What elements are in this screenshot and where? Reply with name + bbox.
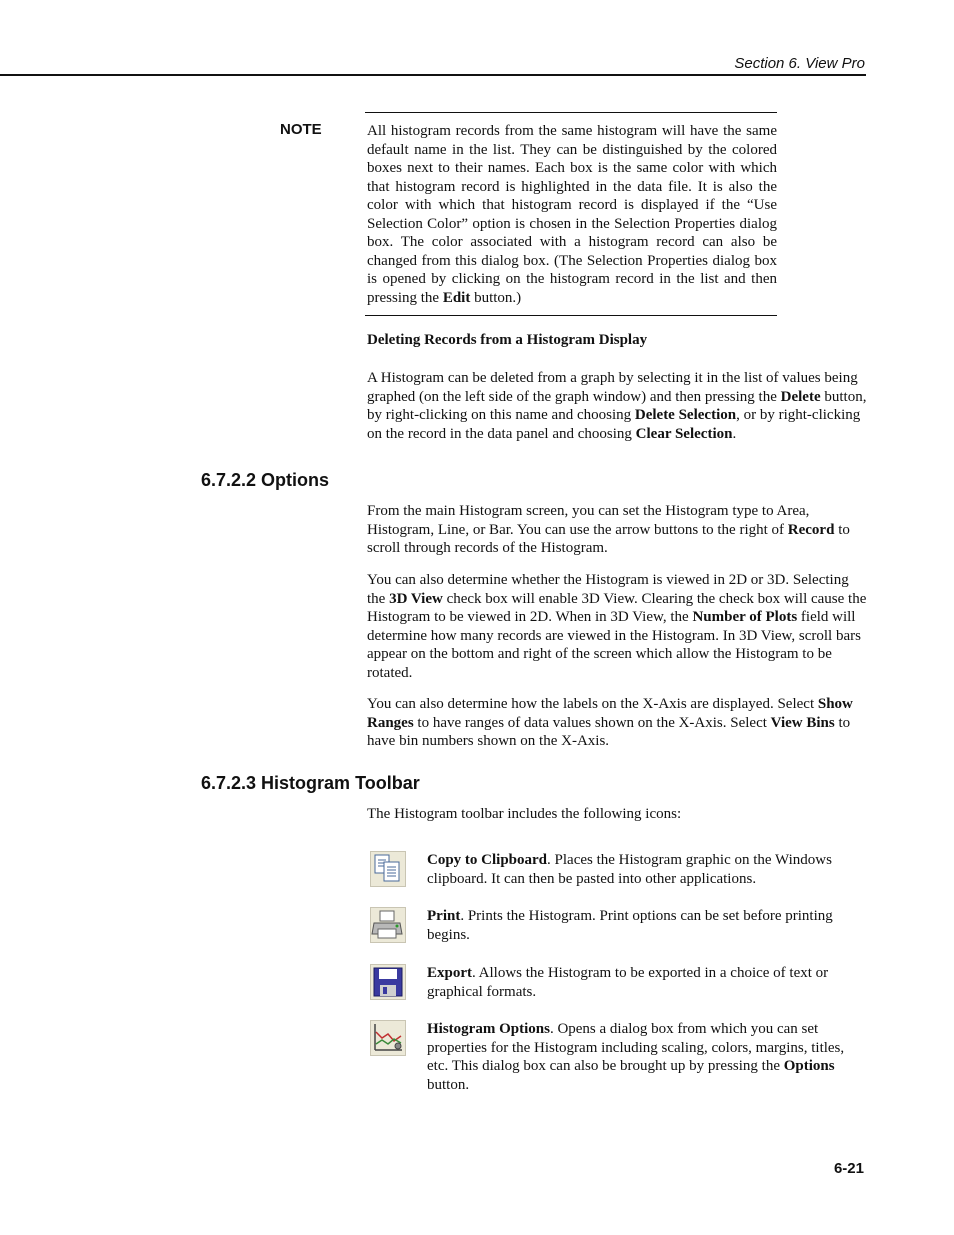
running-header: Section 6. View Pro bbox=[734, 55, 865, 72]
note-text: All histogram records from the same histogram will have the same default name in the list. They can be distinguished by the colored boxes next to their names. Each box is the same color with which that histogram record is highlighted in the data file. It is also the color with which that histogram record is displayed if the “Use Selection Color” option is chosen in the Selection Properties dialog box. The color associated with a histogram record can also be changed from this dialog box. (The Selection Properties dialog box is opened by clicking on the histogram record in the list and then pressing the Edit button.) bbox=[367, 123, 777, 306]
deleting-records-paragraph: A Histogram can be deleted from a graph by selecting it in the list of values being graphed (on the left side of the graph window) and then pressing the Delete button, by right-clicking on this name and choosing Delete Selection, or by right-clicking on the record in the data panel and choosing Clear Selection. bbox=[367, 370, 867, 442]
toolbar-intro: The Histogram toolbar includes the following icons: bbox=[367, 806, 682, 822]
histogram-toolbar-heading: 6.7.2.3 Histogram Toolbar bbox=[201, 773, 420, 793]
printer-icon bbox=[370, 907, 406, 943]
options-paragraph-1: From the main Histogram screen, you can set the Histogram type to Area, Histogram, Line, or Bar. You can use the arrow buttons to the right of Record to scroll through records of the Histogram. bbox=[367, 503, 850, 556]
page-number: 6-21 bbox=[833, 1160, 864, 1177]
floppy-disk-icon bbox=[370, 964, 406, 1000]
options-paragraph-2: You can also determine whether the Histogram is viewed in 2D or 3D. Selecting the 3D View check box will enable 3D View. Clearing the check box will cause the Histogram to be viewed in 2D. When in 3D View, the Number of Plots field will determine how many records are viewed in the Histogram. In 3D View, scroll bars appear on the bottom and right of the screen which allow the Histogram to be rotated. bbox=[367, 572, 867, 681]
header-rule bbox=[0, 74, 866, 76]
options-heading: 6.7.2.2 Options bbox=[201, 470, 330, 490]
note-label: NOTE bbox=[280, 121, 322, 138]
options-paragraph-3: You can also determine how the labels on the X-Axis are displayed. Select Show Ranges to have ranges of data values shown on the X-Axis. Select View Bins to have bin numbers shown on the X-Axis. bbox=[367, 696, 853, 749]
note-box bbox=[365, 112, 777, 316]
histogram-options-icon bbox=[370, 1020, 406, 1056]
copy-to-clipboard-icon bbox=[370, 851, 406, 887]
deleting-records-heading: Deleting Records from a Histogram Display bbox=[367, 332, 648, 348]
